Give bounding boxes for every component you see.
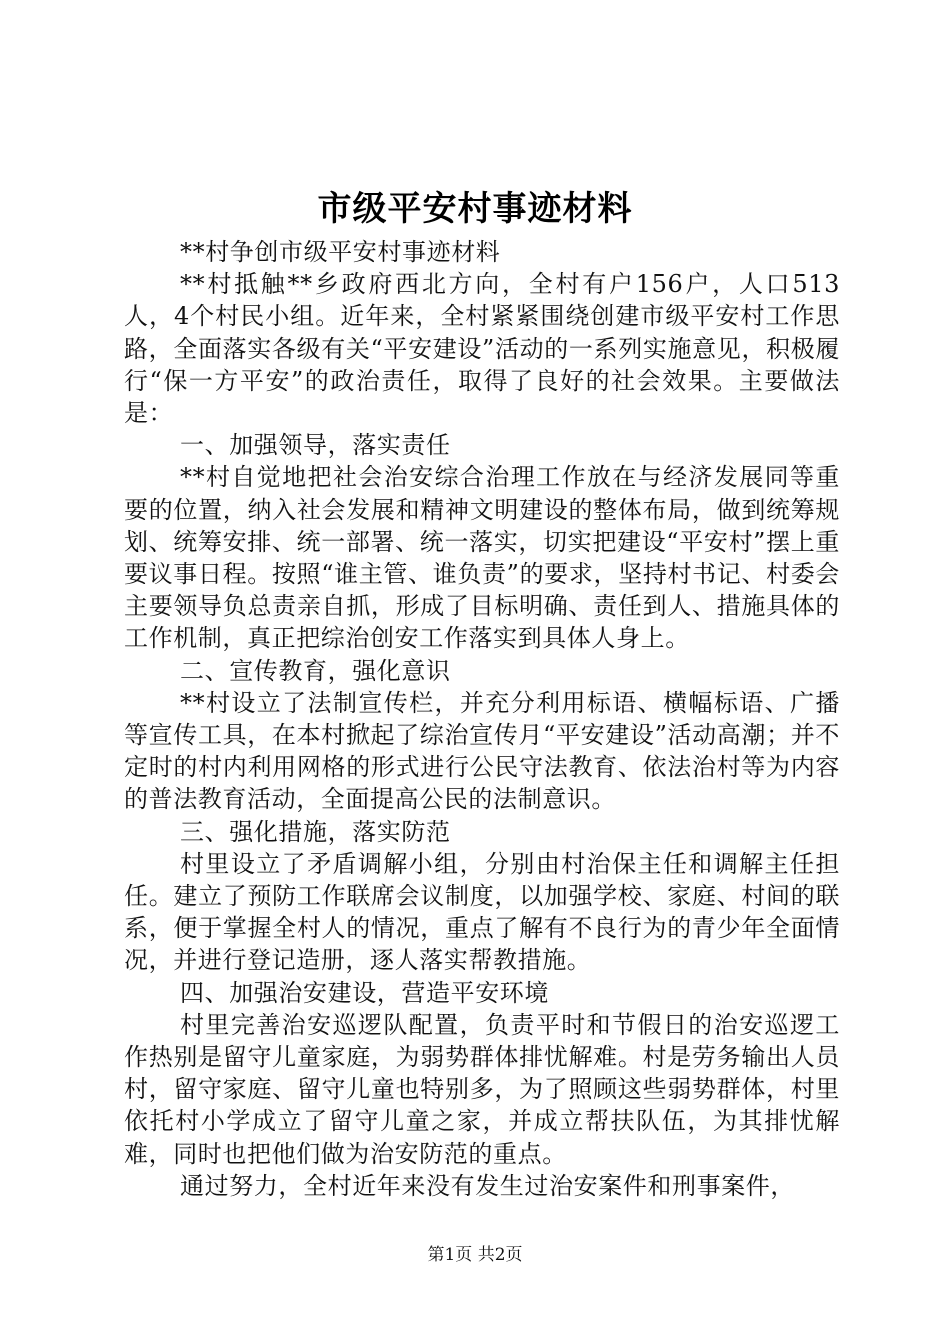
subtitle-paragraph: **村争创市级平安村事迹材料 <box>180 238 501 266</box>
intro-paragraph: **村抵触**乡政府西北方向，全村有户156户，人口513人，4个村民小组。近年来，全村紧紧围绕创建市级平安村工作思路，全面落实各级有关“平安建设”活动的一系列实施意见，积极履行“保一方平安”的政治责任，取得了良好的社会效果。主要做法是： <box>124 270 840 428</box>
section-body-3: 村里设立了矛盾调解小组，分别由村治保主任和调解主任担任。建立了预防工作联席会议制度，以加强学校、家庭、村间的联系，便于掌握全村人的情况，重点了解有不良行为的青少年全面情况，并进行登记造册，逐人落实帮教措施。 <box>124 849 840 975</box>
section-body-2: **村设立了法制宣传栏，并充分利用标语、横幅标语、广播等宣传工具，在本村掀起了综治宣传月“平安建设”活动高潮；并不定时的村内利用网格的形式进行公民守法教育、依法治村等为内容的普法教育活动，全面提高公民的法制意识。 <box>124 688 840 814</box>
document-body <box>124 236 840 1202</box>
section-body-1: **村自觉地把社会治安综合治理工作放在与经济发展同等重要的位置，纳入社会发展和精神文明建设的整体布局，做到统筹规划、统筹安排、统一部署、统一落实，切实把建设“平安村”摆上重要议事日程。按照“谁主管、谁负责”的要求，坚持村书记、村委会主要领导负总责亲自抓，形成了目标明确、责任到人、措施具体的工作机制，真正把综治创安工作落实到具体人身上。 <box>124 463 840 653</box>
page-number-footer: 第1页 共2页 <box>427 1245 523 1265</box>
section-heading-1: 一、加强领导，落实责任 <box>180 431 451 460</box>
closing-paragraph: 通过努力，全村近年来没有发生过治安案件和刑事案件， <box>180 1171 795 1200</box>
section-heading-4: 四、加强治安建设，营造平安环境 <box>180 978 549 1007</box>
section-body-4: 村里完善治安巡逻队配置，负责平时和节假日的治安巡逻工作热别是留守儿童家庭，为弱势群体排忧解难。村是劳务输出人员村，留守家庭、留守儿童也特别多，为了照顾这些弱势群体，村里依托村小学成立了留守儿童之家，并成立帮扶队伍，为其排忧解难，同时也把他们做为治安防范的重点。 <box>124 1010 840 1168</box>
section-heading-3: 三、强化措施，落实防范 <box>180 817 451 846</box>
section-heading-2: 二、宣传教育，强化意识 <box>180 656 451 685</box>
document-title: 市级平安村事迹材料 <box>317 189 633 229</box>
